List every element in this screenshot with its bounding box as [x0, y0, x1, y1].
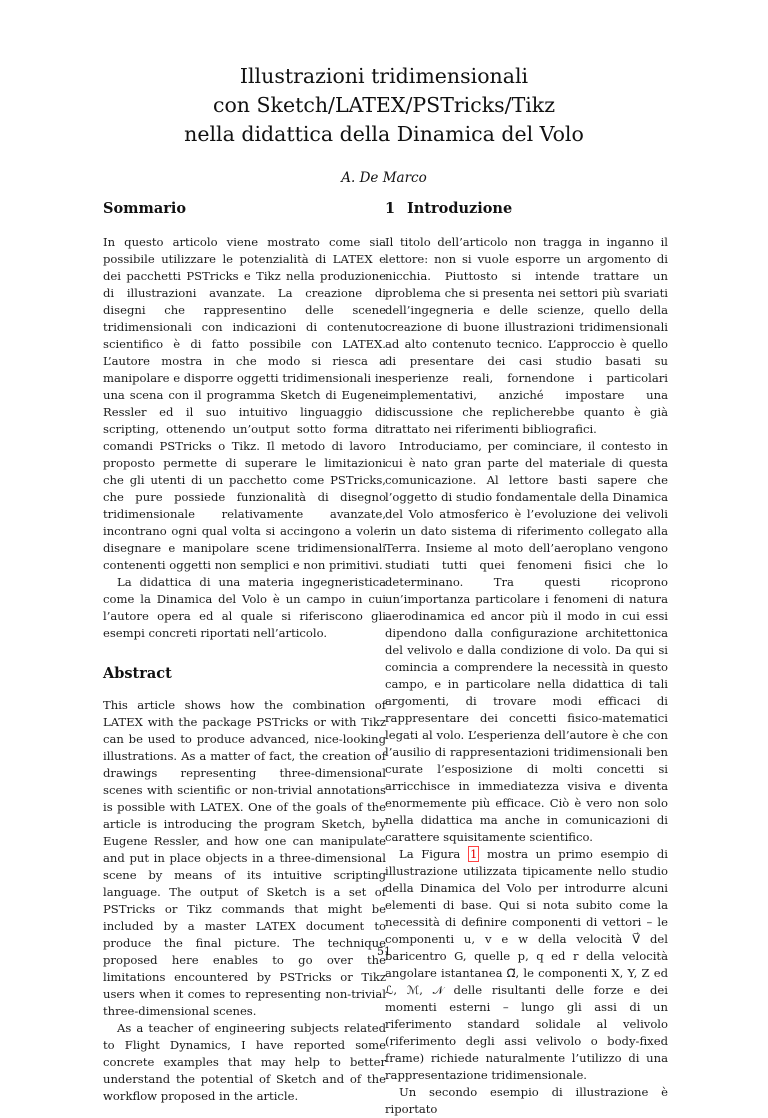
title-line-3: nella didattica della Dinamica del Volo: [184, 122, 584, 146]
right-column: [385, 200, 668, 1118]
introduzione-paragraph-3: [385, 846, 668, 1084]
title-line-1: Illustrazioni tridimensionali: [239, 64, 529, 88]
section-number: 1: [385, 200, 396, 217]
sommario-paragraph-1: In questo articolo viene mostrato come sia possibile utilizzare le potenzialità di LATEX e dei pacchetti PSTricks e Tikz nella produzione di illustrazioni avanzate. La creazione di disegni che rappresentino delle scene tridimensionali con indicazioni di contenuto scientifico è di fatto possibile con LATEX. L’autore mostra in che modo si riesca a manipolare e disporre oggetti tridimensionali in una scena con il programma Sketch di Eugene Ressler ed il suo intuitivo linguaggio di scripting, ottenendo un’output sotto forma di comandi PSTricks o Tikz. Il metodo di lavoro proposto permette di superare le limitazioni che gli utenti di un pacchetto come PSTricks, che pure possiede funzionalità di disegno tridimensionale relativamente avanzate, incontrano ogni qual volta si accingono a voler disegnare e manipolare scene tridimensionali contenenti oggetti non semplici e non primitivi.: [103, 235, 386, 572]
page-number: 51: [377, 945, 391, 958]
introduzione-paragraph-1: Il titolo dell’articolo non tragga in inganno il lettore: non si vuole esporre un argomento di nicchia. Piuttosto si intende trattare un problema che si presenta nei settori più svariati dell’ingegneria e delle scienze, quello della creazione di buone illustrazioni tridimensionali ad alto contenuto tecnico. L’approccio è quello di presentare dei casi studio basati su esperienze reali, fornendone i particolari implementativi, anziché impostare una discussione che replicherebbe quanto è già trattato nei riferimenti bibliografici.: [385, 235, 668, 436]
paragraph-3-start: La Figura: [399, 847, 468, 861]
sommario-heading: Sommario: [103, 200, 187, 217]
introduzione-heading: [385, 200, 668, 217]
sommario-paragraph-2: La didattica di una materia ingegneristica come la Dinamica del Volo è un campo in cui l’autore opera ed al quale si riferiscono gli esempi concreti riportati nell’articolo.: [103, 575, 386, 640]
figure-1-link[interactable]: 1: [469, 847, 478, 861]
author: A. De Marco: [341, 170, 427, 186]
abstract-paragraph-1: This article shows how the combination of LATEX with the package PSTricks or with Tikz can be used to produce advanced, nice-looking illustrations. As a matter of fact, the creation of drawings representing three-dimensional scenes with scientific or non-trivial annotations is possible with LATEX. One of the goals of the article is introducing the program Sketch, by Eugene Ressler, and how one can manipulate and put in place objects in a three-dimensional scene by means of its intuitive scripting language. The output of Sketch is a set of PSTricks or Tikz commands that might be included by a master LATEX document to produce the final picture. The technique proposed here enables to go over the limitations encountered by PSTricks or Tikz users when it comes to representing non-trivial three-dimensional scenes.: [103, 698, 386, 1018]
abstract-heading: Abstract: [103, 665, 172, 682]
title-line-2: con Sketch/LATEX/PSTricks/Tikz: [212, 93, 556, 117]
introduzione-paragraph-2: Introduciamo, per cominciare, il contesto in cui è nato gran parte del materiale di questa comunicazione. Al lettore basti sapere che l’oggetto di studio fondamentale della Dinamica del Volo atmosferico è l’evoluzione dei velivoli in un dato sistema di riferimento collegato alla Terra. Insieme al moto dell’aeroplano vengono studiati tutti quei fenomeni fisici che lo determinano. Tra questi ricoprono un’importanza particolare i fenomeni di natura aerodinamica ed ancor più il modo in cui essi dipendono dalla configurazione architettonica del velivolo e dalla condizione di volo. Da qui si comincia a comprendere la necessità in questo campo, e in particolare nella didattica di tali argomenti, di trovare modi efficaci di rappresentare dei concetti fisico-matematici legati al volo. L’esperienza dell’autore è che con l’ausilio di rappresentazioni tridimensionali ben curate l’esposizione di molti concetti si arricchisce in immediatezza visiva e diventa enormemente più efficace. Ciò è vero non solo nella didattica ma anche in comunicazioni di carattere squisitamente scientifico.: [385, 439, 668, 844]
paper-title: [0, 62, 768, 149]
abstract-paragraph-2: As a teacher of engineering subjects related to Flight Dynamics, I have reported some concrete examples that may help to better understand the potential of Sketch and of the workflow proposed in the article.: [103, 1021, 386, 1103]
paragraph-3-rest: mostra un primo esempio di illustrazione utilizzata tipicamente nello studio della Dinamica del Volo per introdurre alcuni elementi di base. Qui si nota subito come la necessità di definire componenti di vettori – le componenti u, v e w della velocità V⃗ del baricentro G, quelle p, q ed r della velocità angolare istantanea Ω⃗, le componenti X, Y, Z ed ℒ, ℳ, 𝒩 delle risultanti delle forze e dei momenti esterni – lungo gli assi di un riferimento standard solidale al velivolo (riferimento degli assi velivolo o body-fixed frame) richiede naturalmente l’utilizzo di una rappresentazione tridimensionale.: [385, 847, 669, 1082]
section-title: Introduzione: [407, 200, 513, 217]
left-column: [103, 200, 386, 1105]
introduzione-paragraph-4: Un secondo esempio di illustrazione è riportato: [385, 1085, 668, 1116]
